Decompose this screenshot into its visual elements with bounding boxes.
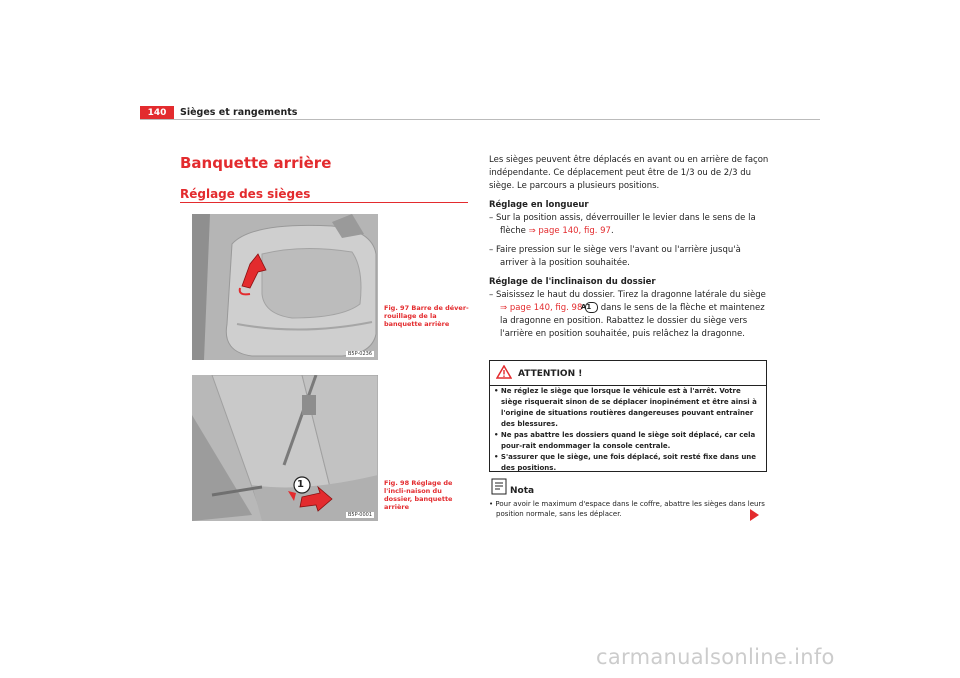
section-title: Banquette arrière <box>180 154 332 172</box>
fig98-link[interactable]: ⇒ page 140, fig. 98 <box>500 303 583 313</box>
figure-98-caption: Fig. 98 Réglage de l'incli-naison du dossier, banquette arrière <box>384 479 453 511</box>
page-number: 140 <box>140 106 174 120</box>
warning-item: • Ne réglez le siège que lorsque le véhicule est à l'arrêt. Votre siège risquerait sinon de se déplacer inopinément et être ainsi à l'origine de situations routières dangereuses pouvant entraîner des blessures. <box>494 387 757 428</box>
header-rule <box>140 119 820 120</box>
note-list <box>489 499 765 519</box>
note-title: Nota <box>510 486 535 496</box>
seat-illustration-98 <box>192 375 378 521</box>
intro-paragraph: Les sièges peuvent être déplacés en avant ou en arrière de façon indépendante. Ce déplacement peut être de 1/3 ou de 2/3 du siège. Le parcours a plusieurs positions. <box>489 155 769 191</box>
length-step-2: – Faire pression sur le siège vers l'avant ou l'arrière jusqu'à arriver à la position souhaitée. <box>489 245 741 268</box>
figure-97-seat-release-bar <box>192 214 378 360</box>
fig97-link[interactable]: ⇒ page 140, fig. 97 <box>528 226 611 236</box>
callout-a1: A1 <box>585 302 598 313</box>
length-step-1: – Sur la position assis, déverrouiller le levier dans le sens de la flèche ⇒ page 140, fig. 97. <box>489 213 756 236</box>
tilt-step: – Saisissez le haut du dossier. Tirez la dragonne latérale du siège ⇒ page 140, fig. 98 A1 dans le sens de la flèche et maintenez la dragonne en position. Rabattez le dossier du siège vers l'arrière en position souhaitée, puis relâchez la dragonne. <box>489 290 766 339</box>
warning-box <box>489 360 767 472</box>
warning-list <box>494 386 760 474</box>
figure-98-callout: 1 <box>297 479 304 490</box>
body-text <box>489 154 769 341</box>
tilt-heading: Réglage de l'inclinaison du dossier <box>489 277 656 287</box>
warning-title: ATTENTION ! <box>518 369 583 379</box>
running-title: Sièges et rangements <box>180 107 298 118</box>
watermark: carmanualsonline.info <box>596 645 835 669</box>
figure-code: B5P-0001 <box>347 512 372 518</box>
seat-illustration-97 <box>192 214 378 360</box>
note-icon <box>491 478 507 495</box>
subsection-title: Réglage des sièges <box>180 187 311 201</box>
continue-arrow-icon <box>750 509 759 521</box>
warning-item: • Ne pas abattre les dossiers quand le siège soit déplacé, car cela pour-rait endommager la console centrale. <box>494 431 756 450</box>
figure-code: B5P-0236 <box>347 351 372 357</box>
figure-97-caption: Fig. 97 Barre de déver-rouillage de la banquette arrière <box>384 304 469 328</box>
warning-header <box>490 361 766 386</box>
note-item: • Pour avoir le maximum d'espace dans le coffre, abattre les sièges dans leurs position normale, sans les déplacer. <box>489 500 765 518</box>
warning-item: • S'assurer que le siège, une fois déplacé, soit resté fixe dans une des positions. <box>494 453 757 472</box>
subsection-rule <box>180 202 468 203</box>
length-heading: Réglage en longueur <box>489 200 589 210</box>
warning-triangle-icon <box>496 365 512 379</box>
figure-98-backrest-tilt <box>192 375 378 521</box>
